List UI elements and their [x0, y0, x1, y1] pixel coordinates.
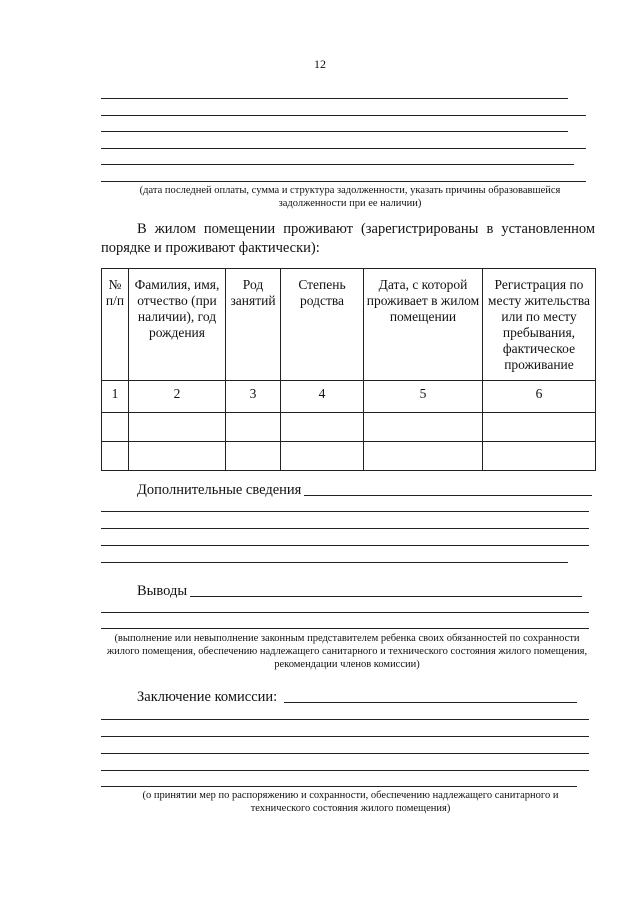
- conclusions-caption: (выполнение или невыполнение законным представителем ребенка своих обязанностей по сохранности жилого помещения, обеспечению надлежащего санитарного и технического состояния жилого помещения, рекомендации членов комиссии): [106, 633, 588, 670]
- table-cell[interactable]: [226, 442, 281, 471]
- blank-line: [101, 181, 586, 182]
- table-header-cell: Степень родства: [281, 269, 364, 381]
- table-cell[interactable]: [483, 413, 596, 442]
- blank-line: [101, 98, 568, 99]
- column-number: 1: [102, 381, 129, 413]
- table-header-cell: № п/п: [102, 269, 129, 381]
- blank-line: [101, 115, 586, 116]
- column-number: 4: [281, 381, 364, 413]
- commission-caption: (о принятии мер по распоряжению и сохранности, обеспечению надлежащего санитарного и технического состояния жилого помещения): [142, 790, 559, 814]
- column-number: 5: [364, 381, 483, 413]
- table-row: [102, 442, 596, 471]
- blank-line: [101, 131, 568, 132]
- blank-line: [101, 528, 589, 529]
- table-header-cell: Род занятий: [226, 269, 281, 381]
- table-cell[interactable]: [102, 413, 129, 442]
- blank-line: [101, 753, 589, 754]
- table-row: [102, 413, 596, 442]
- conclusions-field[interactable]: [190, 596, 582, 597]
- table-cell[interactable]: [364, 442, 483, 471]
- page-number: 12: [314, 57, 326, 71]
- blank-line: [101, 719, 589, 720]
- table-column-number-row: [102, 381, 596, 413]
- blank-line: [101, 786, 577, 787]
- column-number: 6: [483, 381, 596, 413]
- table-header-cell: Регистрация по месту жительства или по месту пребывания, фактическое проживание: [483, 269, 596, 381]
- blank-line: [101, 770, 589, 771]
- table-cell[interactable]: [129, 413, 226, 442]
- table-header-cell: Фамилия, имя, отчество (при наличии), год рождения: [129, 269, 226, 381]
- residents-intro: В жилом помещении проживают (зарегистрированы в установленном порядке и проживают фактически):: [101, 221, 595, 256]
- additional-info-field[interactable]: [304, 495, 592, 496]
- table-header-cell: Дата, с которой проживает в жилом помещении: [364, 269, 483, 381]
- table-cell[interactable]: [226, 413, 281, 442]
- blank-line: [101, 612, 589, 613]
- table-header-row: [102, 269, 596, 381]
- blank-line: [101, 628, 589, 629]
- blank-line: [101, 148, 586, 149]
- table-cell[interactable]: [102, 442, 129, 471]
- table-cell[interactable]: [129, 442, 226, 471]
- column-number: 3: [226, 381, 281, 413]
- blank-line: [101, 545, 589, 546]
- blank-line: [101, 511, 589, 512]
- column-number: 2: [129, 381, 226, 413]
- debt-caption: (дата последней оплаты, сумма и структура задолженности, указать причины образовавшейся задолженности при ее наличии): [139, 185, 561, 209]
- blank-line: [101, 736, 589, 737]
- table-cell[interactable]: [281, 442, 364, 471]
- commission-field[interactable]: [284, 702, 577, 703]
- table-cell[interactable]: [281, 413, 364, 442]
- conclusions-label: Выводы: [137, 583, 188, 599]
- residents-table: [101, 268, 596, 471]
- commission-label: Заключение комиссии:: [137, 689, 278, 705]
- table-cell[interactable]: [364, 413, 483, 442]
- table-cell[interactable]: [483, 442, 596, 471]
- blank-line: [101, 164, 574, 165]
- blank-line: [101, 562, 568, 563]
- additional-info-label: Дополнительные сведения: [137, 482, 302, 498]
